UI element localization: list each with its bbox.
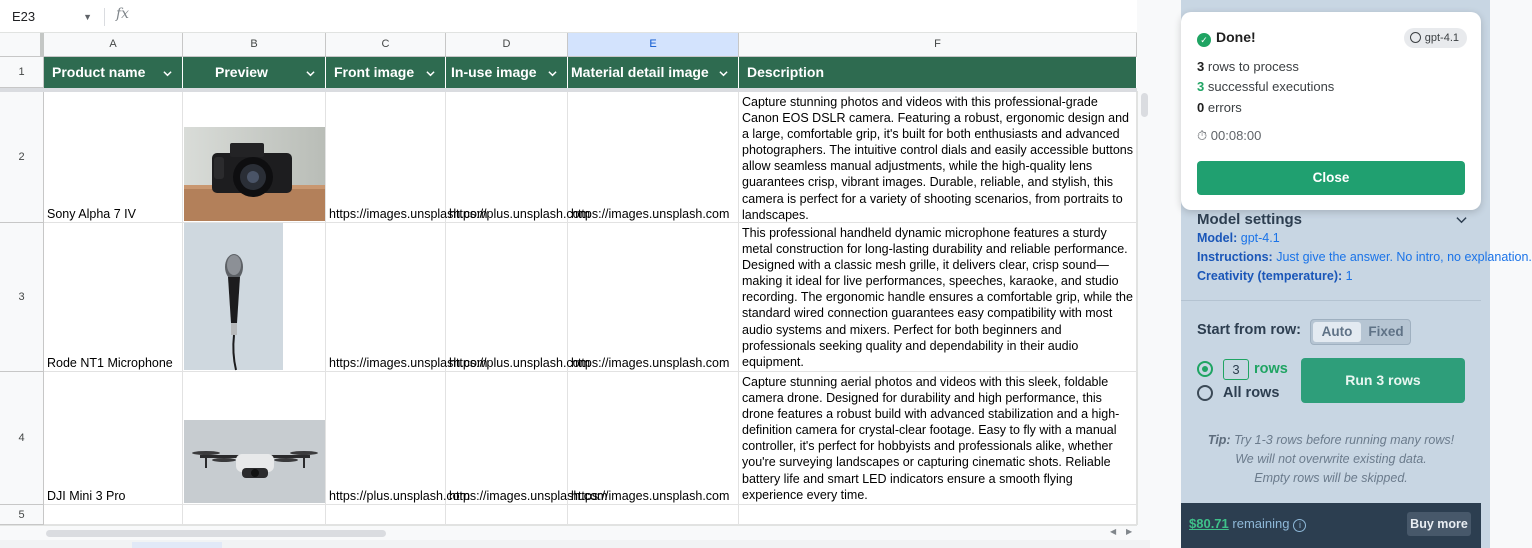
run-rows-button[interactable]: Run 3 rows [1301,358,1465,403]
column-header-f[interactable]: F [739,33,1137,57]
chevron-down-icon[interactable] [426,69,435,78]
all-rows-radio[interactable] [1197,385,1213,401]
success-stat: 3 successful executions [1197,79,1335,94]
description-cell[interactable]: Capture stunning aerial photos and videos with this sleek, foldable camera drone. Designed for durability and high performance, this drone features a robust build with advanced stabilization and a high-definition camera for crystal-clear footage. Easy to fly with a manual controller, it's perfect for hobbyists and professionals alike, whether you're surveying landscapes or capturing cinematic shots. Reliable battery life and smart LED indicators ensure a smooth flying experience every time. [739,372,1137,505]
model-badge: gpt-4.1 [1404,28,1467,48]
name-box[interactable] [0,4,100,30]
front-image-cell[interactable]: https://images.unsplash.com [326,223,446,372]
start-row-label: Start from row: [1197,322,1301,338]
column-header-e[interactable]: E [568,33,739,57]
rows-count-input[interactable]: 3 [1223,359,1249,380]
fx-icon: fx [116,6,130,22]
row-header-2[interactable]: 2 [0,92,44,223]
product-name-cell[interactable]: Sony Alpha 7 IV [44,92,183,223]
header-cell-preview[interactable]: Preview [183,57,326,88]
scrollbar-thumb[interactable] [46,530,386,537]
header-cell-front-image[interactable]: Front image [326,57,446,88]
header-cell-description[interactable]: Description [739,57,1137,88]
row-header-5[interactable]: 5 [0,505,44,525]
product-name-cell[interactable]: Rode NT1 Microphone [44,223,183,372]
in-use-image-cell[interactable]: https://images.unsplash.com [446,372,568,505]
header-cell-product-name[interactable]: Product name [44,57,183,88]
info-icon[interactable]: i [1293,519,1306,532]
divider [1181,300,1481,301]
tip-text: Tip: Try 1-3 rows before running many rows! We will not overwrite existing data. Empty rows will be skipped. [1207,433,1455,485]
elapsed-timer: ⏱ 00:08:00 [1197,128,1262,143]
column-header-d[interactable]: D [446,33,568,57]
column-header-a[interactable]: A [44,33,183,57]
preview-cell[interactable] [183,372,326,505]
header-cell-in-use-image[interactable]: In-use image [446,57,568,88]
empty-cell[interactable] [44,505,183,525]
remaining-credits: $80.71 remaining i [1189,516,1306,532]
material-image-cell[interactable]: https://images.unsplash.com [568,92,739,223]
creativity-setting-line: Creativity (temperature): 1 [1197,269,1353,283]
all-rows-label[interactable]: All rows [1223,385,1280,401]
credits-footer [1181,503,1481,548]
header-cell-material-detail-image[interactable]: Material detail image [568,57,739,88]
fixed-option[interactable]: Fixed [1368,324,1404,339]
material-image-cell[interactable]: https://images.unsplash.com [568,223,739,372]
openai-logo-icon [1410,32,1421,43]
sheet-tabs-strip [0,540,1150,548]
scrollbar-thumb[interactable] [1141,93,1148,117]
model-setting-line: Model: gpt-4.1 [1197,231,1280,245]
chevron-down-icon[interactable] [163,69,172,78]
scroll-right-icon[interactable]: ▶ [1126,527,1133,536]
horizontal-scrollbar[interactable] [0,525,1137,540]
select-all-corner[interactable] [0,33,44,57]
auto-option[interactable]: Auto [1313,322,1361,342]
preview-cell[interactable] [183,92,326,223]
row-header-1[interactable]: 1 [0,57,44,88]
rows-radio[interactable] [1197,361,1213,377]
empty-cell[interactable] [183,505,326,525]
scroll-left-icon[interactable]: ◀ [1110,527,1117,536]
chevron-down-icon[interactable] [1456,214,1467,225]
formula-bar [0,0,1137,33]
empty-cell[interactable] [739,505,1137,525]
in-use-image-cell[interactable]: https://plus.unsplash.com [446,92,568,223]
done-title: ✓ Done! [1197,29,1256,47]
column-header-b[interactable]: B [183,33,326,57]
description-cell[interactable]: Capture stunning photos and videos with this professional-grade Canon EOS DSLR camera. Featuring a robust, ergonomic design and a large, comfortable grip, it's built for both enthusiasts and advanced photographers. The intuitive control dials and easily accessible buttons allow seamless manual adjustments, while the high-quality lens guarantees crisp, vibrant images. Durable, reliable, and stylish, this camera is perfect for a variety of shooting scenarios, from portraits to landscapes. [739,92,1137,223]
in-use-image-cell[interactable]: https://plus.unsplash.com [446,223,568,372]
material-image-cell[interactable]: https://images.unsplash.com [568,372,739,505]
empty-cell[interactable] [568,505,739,525]
chevron-down-icon[interactable] [548,69,557,78]
buy-more-button[interactable]: Buy more [1407,512,1471,536]
cell-reference: E23 [12,9,36,24]
rows-stat: 3 rows to process [1197,59,1299,74]
done-card [1181,12,1481,210]
microphone-photo [184,223,283,370]
chevron-down-icon[interactable] [306,69,315,78]
chevron-down-icon[interactable]: ▼ [83,12,92,22]
empty-cell[interactable] [446,505,568,525]
rows-radio-label[interactable]: rows [1254,361,1288,377]
empty-cell[interactable] [326,505,446,525]
row-header-4[interactable]: 4 [0,372,44,505]
preview-cell[interactable] [183,223,326,372]
error-stat: 0 errors [1197,100,1242,115]
description-cell[interactable]: This professional handheld dynamic microphone features a sturdy metal construction for long-lasting durability and reliable performance. Designed with a classic mesh grille, it delivers clear, crisp sound—making it ideal for live performances, speeches, karaoke, and studio recording. The ergonomic handle ensures a comfortable grip, while the standard wired connection guarantees easy compatibility with most audio systems and mixers. Perfect for both beginners and professionals seeking quality and dependability in their audio equipment. [739,223,1137,372]
front-image-cell[interactable]: https://plus.unsplash.com [326,372,446,505]
spreadsheet-grid[interactable] [0,33,1137,525]
divider [104,8,105,26]
drone-photo [184,420,325,503]
start-row-toggle[interactable] [1310,319,1411,345]
product-name-cell[interactable]: DJI Mini 3 Pro [44,372,183,505]
stopwatch-icon: ⏱ [1197,128,1208,143]
camera-photo [184,127,325,221]
front-image-cell[interactable]: https://images.unsplash.com [326,92,446,223]
instructions-setting-line: Instructions: Just give the answer. No intro, no explanation. [1197,250,1532,264]
row-header-3[interactable]: 3 [0,223,44,372]
vertical-scrollbar[interactable] [1137,91,1150,525]
check-circle-icon: ✓ [1197,33,1211,47]
close-button[interactable]: Close [1197,161,1465,195]
column-header-c[interactable]: C [326,33,446,57]
model-settings-title[interactable]: Model settings [1197,211,1303,228]
sheet-tab[interactable] [132,542,222,548]
chevron-down-icon[interactable] [719,69,728,78]
